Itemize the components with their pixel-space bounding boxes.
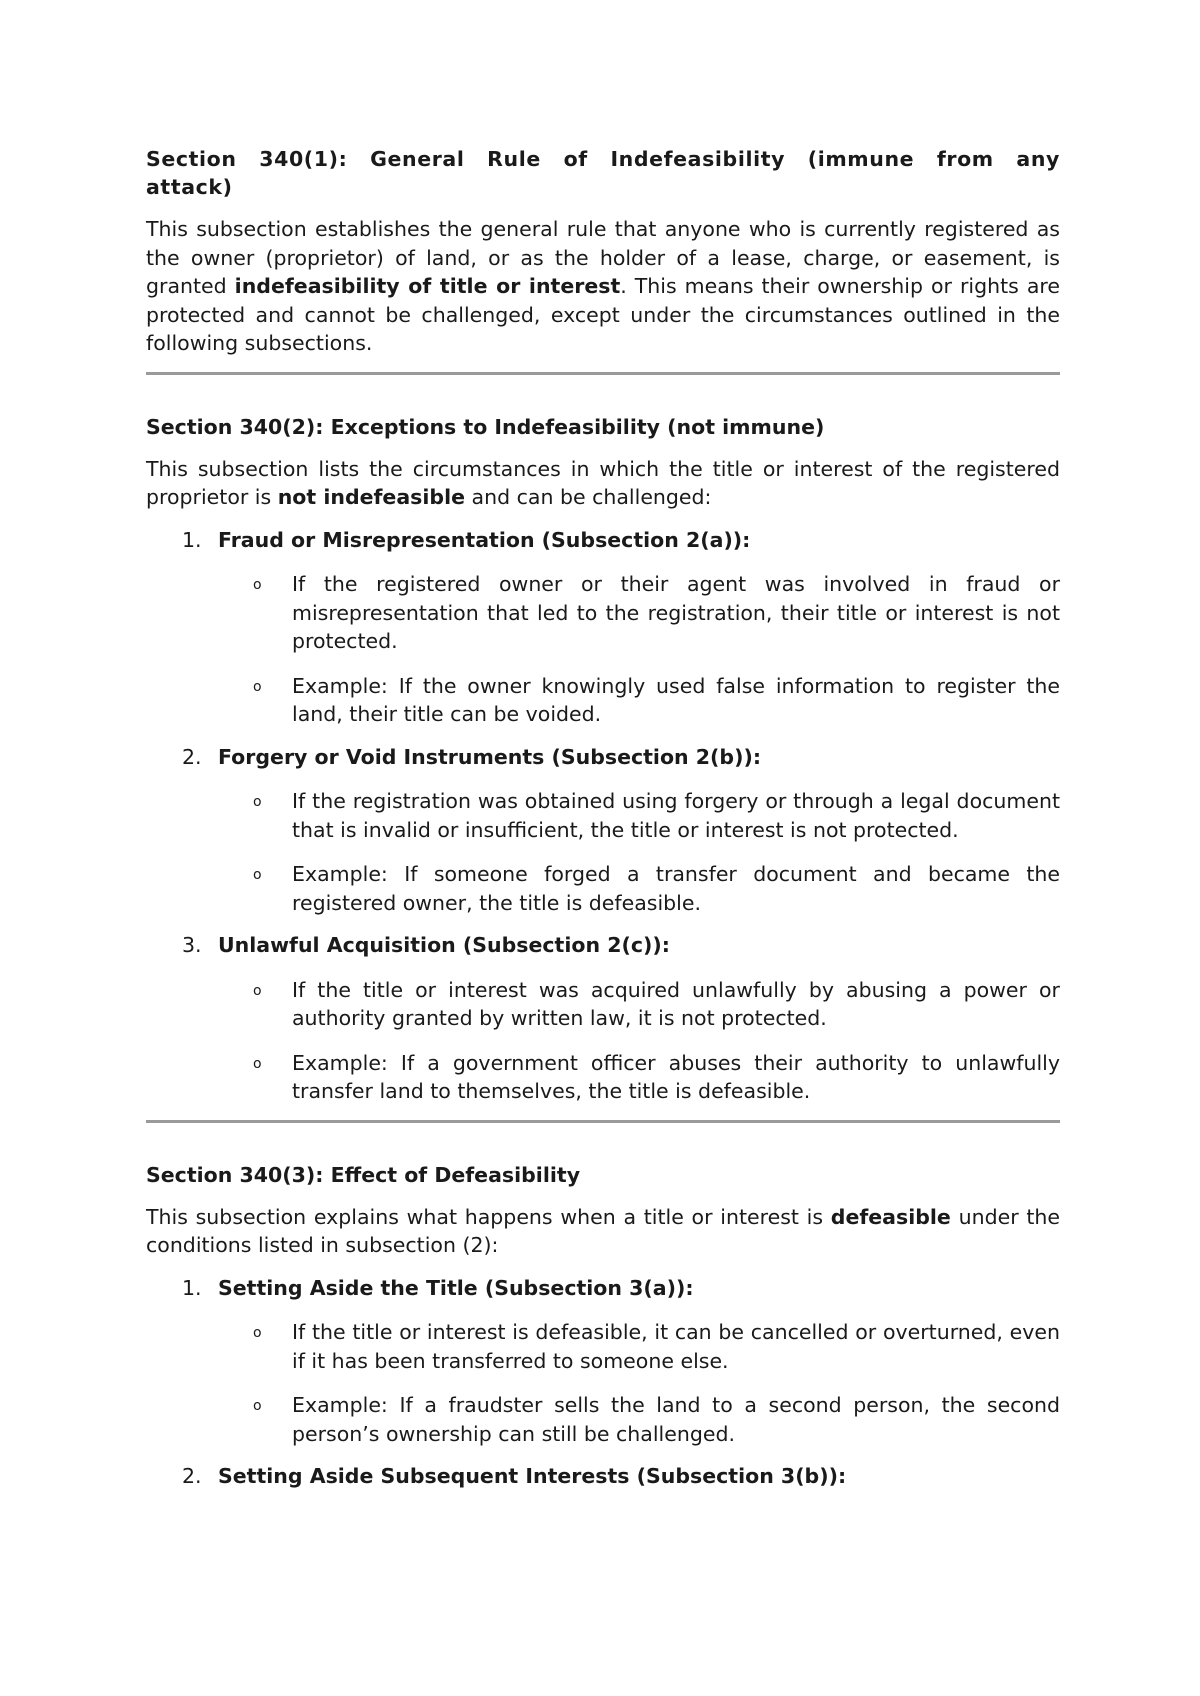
list-item [146,743,1060,918]
sub-list-item-text: If the title or interest was acquired unlawfully by abusing a power or authority granted by written law, it is not protected. [292,977,1060,1030]
section-340-3-body-bold: defeasible [830,1204,951,1229]
section-340-3-body [146,1203,1060,1260]
section-340-1-body-post: . This means their ownership or rights are protected and cannot be challenged, except under the circumstances outlined in the following subsections. [146,274,1060,355]
sub-list-item [146,787,1060,844]
section-340-2-body-pre: This subsection lists the circumstances in which the title or interest of the registered proprietor is [146,456,1060,509]
section-340-1-body-pre: This subsection establishes the general rule that anyone who is currently registered as the owner (proprietor) of land, or as the holder of a lease, charge, or easement, is granted [146,217,1060,298]
sub-list-item [146,672,1060,729]
sub-list [146,1318,1060,1448]
list-item-title: Unlawful Acquisition (Subsection 2(c)): [218,933,670,957]
list-item [146,1274,1060,1449]
section-340-3-body-pre: This subsection explains what happens when a title or interest is [146,1204,831,1229]
section-340-1-body-bold: indefeasibility of title or interest [234,274,621,298]
circle-bullet-icon: o [253,867,262,883]
list-item-number: 1. [182,527,202,552]
list-item-title: Forgery or Void Instruments (Subsection 2(b)): [218,744,762,769]
list-item-number: 2. [182,1464,202,1488]
section-340-2-heading: Section 340(2): Exceptions to Indefeasibility (not immune) [146,414,825,439]
section-340-2-body [146,455,1060,512]
list-item-title: Fraud or Misrepresentation (Subsection 2(a)): [218,527,751,552]
sub-list-item-text: If the registered owner or their agent was involved in fraud or misrepresentation that led to the registration, their title or interest is not protected. [292,572,1060,653]
sub-list-item-text: Example: If the owner knowingly used false information to register the land, their title can be voided. [292,673,1060,726]
sub-list [146,570,1060,729]
sub-list-item [146,860,1060,917]
section-340-1-heading: Section 340(1): General Rule of Indefeasibility (immune from any attack) [146,147,1060,199]
list-item [146,526,1060,729]
sub-list-item [146,1391,1060,1448]
circle-bullet-icon: o [253,577,262,593]
section-divider [146,372,1060,375]
section-340-1 [146,145,1060,358]
sub-list-item [146,976,1060,1033]
section-divider [146,1120,1060,1123]
circle-bullet-icon: o [253,678,262,695]
sub-list-item-text: If the title or interest is defeasible, it can be cancelled or overturned, even if it has been transferred to someone else. [292,1320,1060,1373]
sub-list-item-text: If the registration was obtained using forgery or through a legal document that is invalid or insufficient, the title or interest is not protected. [292,789,1060,842]
sub-list-item [146,1049,1060,1106]
section-340-2-body-bold: not indefeasible [277,485,466,509]
sub-list-item-text: Example: If someone forged a transfer document and became the registered owner, the title is defeasible. [292,862,1060,915]
list-item [146,931,1060,1106]
section-340-1-body [146,215,1060,358]
circle-bullet-icon: o [253,982,262,999]
sub-list-item-text: Example: If a government officer abuses their authority to unlawfully transfer land to themselves, the title is defeasible. [292,1050,1060,1103]
sub-list [146,787,1060,917]
sub-list-item [146,570,1060,656]
sub-list-item [146,1318,1060,1375]
sub-list-item-text: Example: If a fraudster sells the land to a second person, the second person’s ownership can still be challenged. [292,1393,1060,1446]
section-340-3 [146,1161,1060,1491]
circle-bullet-icon: o [253,1055,262,1072]
exceptions-list [146,526,1060,1106]
section-340-2 [146,413,1060,1106]
list-item-title: Setting Aside Subsequent Interests (Subsection 3(b)): [218,1464,847,1488]
circle-bullet-icon: o [253,1398,262,1414]
list-item [146,1462,1060,1491]
sub-list [146,976,1060,1106]
section-340-3-body-post: under the conditions listed in subsection (2): [146,1204,1060,1257]
effects-list [146,1274,1060,1491]
list-item-number: 1. [182,1275,202,1300]
circle-bullet-icon: o [253,794,262,810]
list-item-number: 3. [182,933,202,957]
section-340-3-heading: Section 340(3): Effect of Defeasibility [146,1162,581,1187]
list-item-number: 2. [182,744,202,769]
circle-bullet-icon: o [253,1325,262,1341]
list-item-title: Setting Aside the Title (Subsection 3(a)): [218,1275,694,1300]
section-340-2-body-post: and can be challenged: [465,485,712,509]
